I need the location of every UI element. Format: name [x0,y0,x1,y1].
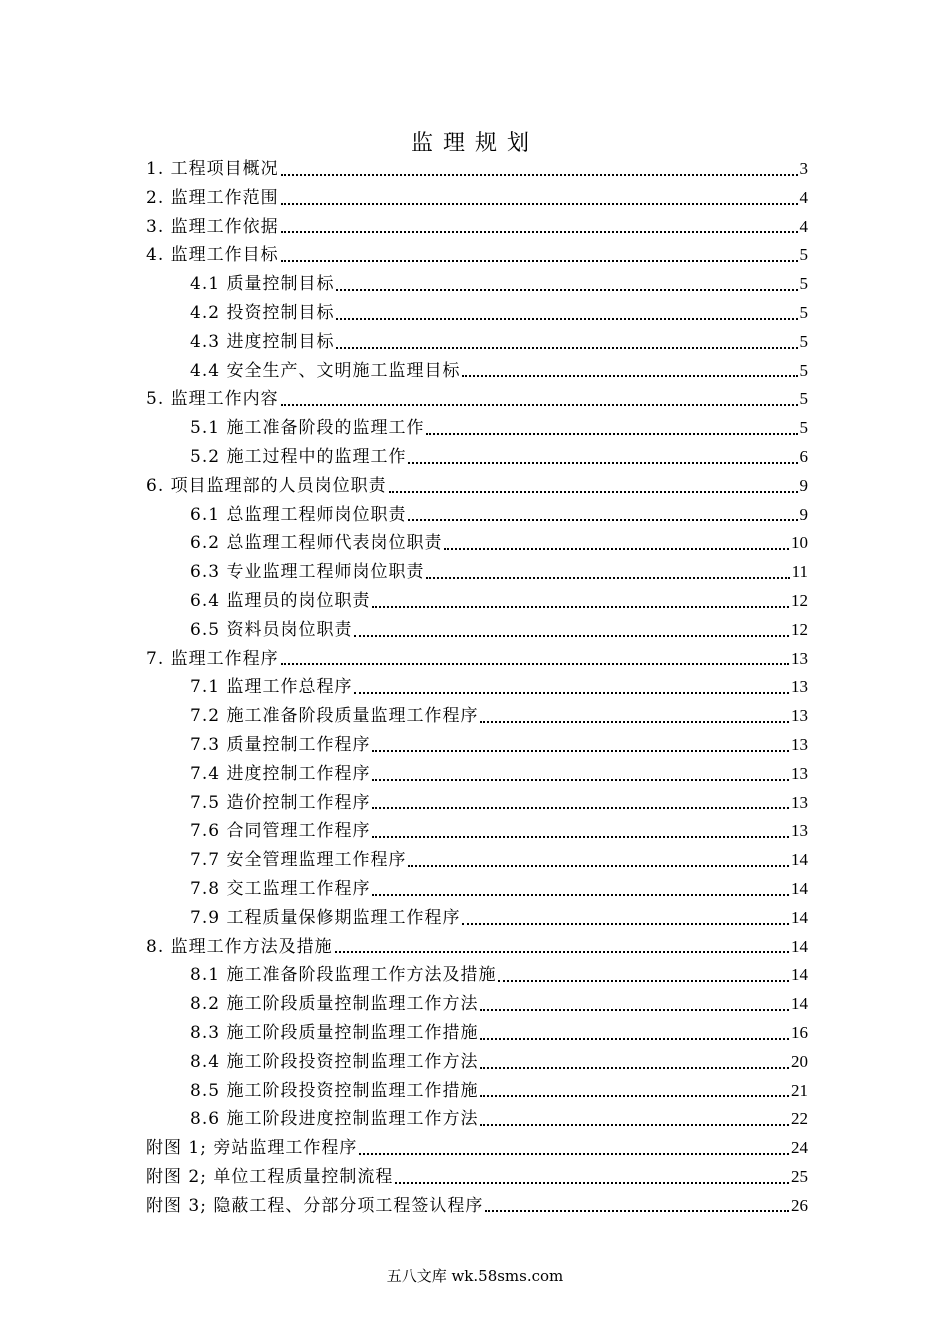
toc-entry-label: 8. 监理工作方法及措施 [146,936,333,957]
toc-leader-dots [281,174,798,176]
toc-leader-dots [462,923,789,925]
toc-entry[interactable] [146,961,808,990]
toc-leader-dots [444,548,789,550]
toc-entry-label: 6. 项目监理部的人员岗位职责 [146,475,387,496]
toc-entry-label: 2. 监理工作范围 [146,187,279,208]
toc-leader-dots [335,951,789,953]
toc-entry-label: 4.1 质量控制目标 [190,274,335,295]
toc-entry[interactable] [146,1048,808,1077]
toc-entry-label: 7.4 进度控制工作程序 [190,763,371,784]
toc-entry-label: 7.1 监理工作总程序 [190,677,353,698]
toc-entry-page-number: 12 [791,619,808,639]
toc-leader-dots [480,1038,789,1040]
toc-entry-label: 7. 监理工作程序 [146,648,279,669]
toc-leader-dots [480,721,789,723]
toc-entry-page-number: 5 [799,360,808,380]
toc-entry-label: 6.4 监理员的岗位职责 [190,590,371,611]
toc-entry-label: 附图 2; 单位工程质量控制流程 [146,1166,394,1187]
toc-entry-label: 4.4 安全生产、文明施工监理目标 [190,360,461,381]
toc-leader-dots [408,865,789,867]
toc-entry-page-number: 20 [791,1051,808,1071]
toc-entry-label: 4. 监理工作目标 [146,245,279,266]
toc-entry[interactable] [146,385,808,414]
toc-entry-page-number: 22 [791,1109,808,1129]
toc-leader-dots [462,375,797,377]
toc-entry-page-number: 26 [791,1195,808,1215]
toc-entry[interactable] [146,501,808,530]
toc-leader-dots [372,779,789,781]
toc-entry-page-number: 4 [799,187,808,207]
toc-entry-label: 7.7 安全管理监理工作程序 [190,850,407,871]
toc-entry[interactable] [146,846,808,875]
toc-entry[interactable] [146,443,808,472]
toc-leader-dots [426,577,789,579]
toc-entry-label: 8.6 施工阶段进度控制监理工作方法 [190,1109,479,1130]
toc-entry-page-number: 4 [799,216,808,236]
toc-entry-page-number: 9 [799,504,808,524]
page-title: 监理规划 [410,131,539,156]
toc-entry[interactable] [146,270,808,299]
toc-entry-page-number: 14 [791,965,808,985]
toc-entry[interactable] [146,587,808,616]
toc-entry[interactable] [146,299,808,328]
toc-entry-page-number: 12 [791,590,808,610]
toc-entry-page-number: 14 [791,907,808,927]
toc-leader-dots [498,980,789,982]
toc-entry-label: 3. 监理工作依据 [146,216,279,237]
toc-leader-dots [408,519,797,521]
toc-entry-page-number: 6 [799,446,808,466]
toc-entry[interactable] [146,904,808,933]
toc-entry[interactable] [146,760,808,789]
toc-entry-page-number: 5 [799,331,808,351]
toc-entry-label: 5.1 施工准备阶段的监理工作 [190,418,425,439]
toc-entry-page-number: 25 [791,1166,808,1186]
toc-entry-label: 7.6 合同管理工作程序 [190,821,371,842]
toc-entry-page-number: 13 [791,648,808,668]
toc-entry-page-number: 13 [791,821,808,841]
toc-entry-page-number: 13 [791,792,808,812]
toc-entry-label: 7.8 交工监理工作程序 [190,878,371,899]
toc-entry-label: 6.5 资料员岗位职责 [190,619,353,640]
toc-leader-dots [408,462,797,464]
toc-entry-page-number: 14 [791,994,808,1014]
toc-entry-page-number: 5 [799,245,808,265]
toc-entry-label: 8.5 施工阶段投资控制监理工作措施 [190,1080,479,1101]
toc-entry[interactable] [146,1134,808,1163]
toc-leader-dots [336,347,797,349]
toc-entry[interactable] [146,817,808,846]
toc-entry[interactable] [146,1077,808,1106]
toc-entry-label: 8.4 施工阶段投资控制监理工作方法 [190,1051,479,1072]
toc-entry[interactable] [146,184,808,213]
toc-entry-label: 5.2 施工过程中的监理工作 [190,446,407,467]
toc-leader-dots [359,1153,789,1155]
toc-leader-dots [426,433,797,435]
toc-entry-page-number: 13 [791,677,808,697]
toc-entry-label: 4.2 投资控制目标 [190,302,335,323]
footer-watermark: 五八文库 wk.58sms.com [386,1267,564,1285]
toc-entry-page-number: 5 [799,389,808,409]
toc-entry[interactable] [146,731,808,760]
toc-leader-dots [372,750,789,752]
toc-entry[interactable] [146,357,808,386]
toc-leader-dots [395,1182,789,1184]
toc-leader-dots [281,404,798,406]
toc-leader-dots [336,289,797,291]
toc-entry[interactable] [146,875,808,904]
toc-leader-dots [480,1067,789,1069]
toc-entry[interactable] [146,990,808,1019]
toc-entry-page-number: 24 [791,1138,808,1158]
toc-entry[interactable] [146,645,808,674]
toc-leader-dots [389,491,798,493]
toc-entry-page-number: 5 [799,418,808,438]
toc-leader-dots [480,1009,789,1011]
toc-entry[interactable] [146,472,808,501]
table-of-contents [146,155,808,1220]
toc-entry-label: 1. 工程项目概况 [146,159,279,179]
toc-entry-page-number: 14 [791,850,808,870]
toc-entry-label: 6.2 总监理工程师代表岗位职责 [190,533,443,554]
toc-leader-dots [354,635,789,637]
toc-entry[interactable] [146,616,808,645]
toc-entry[interactable] [146,241,808,270]
toc-leader-dots [281,663,789,665]
toc-entry-label: 6.1 总监理工程师岗位职责 [190,504,407,525]
toc-entry-page-number: 16 [791,1022,808,1042]
toc-entry-label: 4.3 进度控制目标 [190,331,335,352]
toc-entry-page-number: 14 [791,878,808,898]
toc-entry-label: 6.3 专业监理工程师岗位职责 [190,562,425,583]
toc-entry[interactable] [146,328,808,357]
toc-entry[interactable] [146,1192,808,1221]
toc-entry[interactable] [146,1019,808,1048]
toc-entry-label: 7.9 工程质量保修期监理工作程序 [190,907,461,928]
toc-entry[interactable] [146,702,808,731]
toc-entry[interactable] [146,414,808,443]
toc-leader-dots [372,836,789,838]
toc-leader-dots [336,318,797,320]
toc-entry[interactable] [146,558,808,587]
toc-leader-dots [480,1095,789,1097]
toc-entry-label: 附图 1; 旁站监理工作程序 [146,1138,358,1159]
toc-entry[interactable] [146,213,808,242]
toc-entry-page-number: 14 [791,936,808,956]
toc-leader-dots [480,1124,789,1126]
toc-entry-label: 8.2 施工阶段质量控制监理工作方法 [190,994,479,1015]
toc-entry[interactable] [146,789,808,818]
toc-entry-page-number: 13 [791,763,808,783]
toc-entry[interactable] [146,155,808,184]
toc-entry-page-number: 9 [799,475,808,495]
toc-entry-page-number: 11 [791,562,808,582]
toc-leader-dots [372,894,789,896]
toc-entry-label: 5. 监理工作内容 [146,389,279,410]
toc-entry-label: 8.1 施工准备阶段监理工作方法及措施 [190,965,497,986]
toc-entry-label: 7.2 施工准备阶段质量监理工作程序 [190,706,479,727]
toc-entry-page-number: 13 [791,734,808,754]
toc-leader-dots [485,1210,789,1212]
toc-entry[interactable] [146,1105,808,1134]
toc-entry-page-number: 5 [799,302,808,322]
toc-entry-label: 附图 3; 隐蔽工程、分部分项工程签认程序 [146,1195,484,1216]
toc-leader-dots [281,203,798,205]
toc-leader-dots [281,231,798,233]
toc-entry-page-number: 13 [791,706,808,726]
toc-entry-page-number: 3 [799,159,808,178]
toc-leader-dots [372,807,789,809]
toc-entry[interactable] [146,529,808,558]
toc-entry-page-number: 10 [791,533,808,553]
toc-entry[interactable] [146,1163,808,1192]
toc-leader-dots [372,606,789,608]
toc-leader-dots [281,260,798,262]
toc-entry[interactable] [146,933,808,962]
toc-entry-label: 7.5 造价控制工作程序 [190,792,371,813]
toc-leader-dots [354,692,789,694]
toc-entry-label: 7.3 质量控制工作程序 [190,734,371,755]
toc-entry-label: 8.3 施工阶段质量控制监理工作措施 [190,1022,479,1043]
toc-entry[interactable] [146,673,808,702]
toc-entry-page-number: 5 [799,274,808,294]
toc-entry-page-number: 21 [791,1080,808,1100]
